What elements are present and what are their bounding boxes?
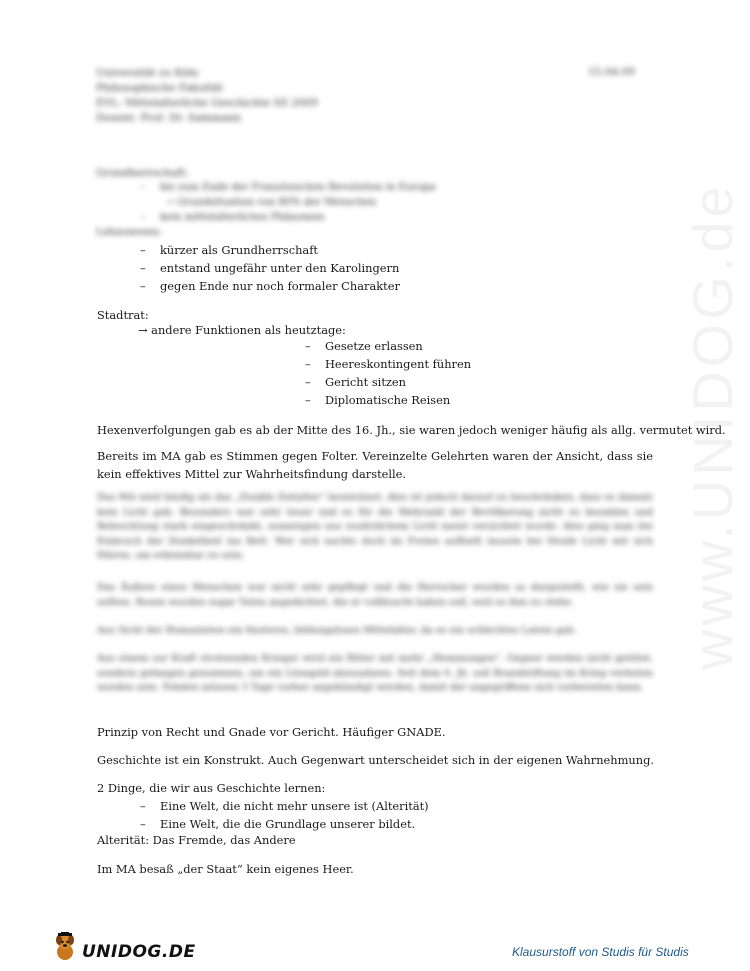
dinge-title: 2 Dinge, die wir aus Geschichte lernen: xyxy=(97,781,326,795)
paragraph-hexen: Hexenverfolgungen gab es ab der Mitte des 16. Jh., sie waren jedoch weniger häufig als allg. vermutet wird. xyxy=(97,423,726,437)
grundherrschaft-item: → Grundsituation von 80% der Menschen xyxy=(166,197,377,208)
stadtrat-item: – Gericht sitzen xyxy=(305,375,406,389)
header-line: Philosophische Fakultät xyxy=(96,82,224,94)
lehnswesen-item: – entstand ungefähr unter den Karolingern xyxy=(140,261,400,275)
alteritaet-definition: Alterität: Das Fremde, das Andere xyxy=(97,833,296,847)
header-line: Universität zu Köln xyxy=(96,67,199,79)
blurred-paragraph: Aus Sicht der Humanisten ein finsteres, bildungsloses Mittelalter, da es ein schlechtes Latein gab. xyxy=(97,625,577,636)
stadtrat-item: – Gesetze erlassen xyxy=(305,339,423,353)
blurred-paragraph: Aus einem zur Kraft strotzenden Krieger wird ein Ritter mit mehr „Hemmungen“. Gegner werden nicht getötet, sondern gefangen genommen, um ein Lösegeld abzusahnen. Seit dem 6. Jh. soll Brandstiftung im Krieg verboten worden sein. Fehden müssen 3 Tage vorher angekündigt werden, damit der angegriffene sich vorbereiten kann. xyxy=(97,653,653,693)
footer-tagline: Klausurstoff von Studis für Studis xyxy=(512,945,689,959)
grundherrschaft-item: – bis zum Ende der Französischen Revolution in Europa xyxy=(140,182,436,193)
stadtrat-intro: → andere Funktionen als heutztage: xyxy=(138,323,346,337)
dinge-item: – Eine Welt, die die Grundlage unserer bildet. xyxy=(140,817,416,831)
logo-text: UNIDOG.DE xyxy=(82,942,196,962)
stadtrat-item: – Diplomatische Reisen xyxy=(305,393,451,407)
lehnswesen-item: – gegen Ende nur noch formaler Charakter xyxy=(140,279,400,293)
blurred-paragraph: Das MA wird häufig als das „Dunkle Zeitalter“ bezeichnet, dies ist jedoch darauf zu beschränken, dass es damals kein Licht gab. Besonders war sehr teuer und es für die Mehrzahl der Bevölkerung nicht zu bezahlen und Beleuchtung stark eingeschränkt, sonnengen aus zusätzlichem Licht meist verzichtet wurde. Also ging man bei Einbruch der Dunkelheit ins Bett. Wer sich nachts doch im Freien aufhielt musste bei Strafe Licht mit sich führen, um erkennbar zu sein. xyxy=(97,492,653,561)
paragraph-folter: Bereits im MA gab es Stimmen gegen Folter. Vereinzelte Gelehrten waren der Ansicht, dass sie kein effektives Mittel zur Wahrheitsfindung darstelle. xyxy=(97,449,653,481)
blurred-paragraph: Das Äußere eines Menschen war nicht sehr gepflegt und die Herrscher wurden so dargestellt, wie sie sein sollten. Rosen wurden sogar Taten angedichtet, die er vollbracht haben soll, weil es ihm zu stehe. xyxy=(97,582,653,608)
lehnswesen-item: – kürzer als Grundherrschaft xyxy=(140,243,319,257)
header-line: Dozent: Prof. Dr. Sammann xyxy=(96,112,242,124)
paragraph-heer: Im MA besaß „der Staat“ kein eigenes Heer. xyxy=(97,862,354,876)
paragraph-prinzip: Prinzip von Recht und Gnade vor Gericht. Häufiger GNADE. xyxy=(97,725,446,739)
unidog-logo[interactable] xyxy=(52,930,196,962)
lehnswesen-title: Lehnswesen: xyxy=(96,227,162,238)
dinge-item: – Eine Welt, die nicht mehr unsere ist (Alterität) xyxy=(140,799,429,813)
paragraph-konstrukt: Geschichte ist ein Konstrukt. Auch Gegenwart unterscheidet sich in der eigenen Wahrnehmung. xyxy=(97,753,655,767)
stadtrat-title: Stadtrat: xyxy=(97,308,149,322)
stadtrat-item: – Heereskontingent führen xyxy=(305,357,472,371)
grundherrschaft-item: – kein mittelalterliches Phänomen xyxy=(140,212,325,223)
header-block xyxy=(96,66,318,126)
header-date: 15.04.09 xyxy=(588,66,635,78)
grundherrschaft-title: Grundherrschaft: xyxy=(96,167,189,179)
watermark: www.UNIDOG.de xyxy=(681,182,744,670)
dog-mascot-icon xyxy=(52,932,78,962)
header-line: EVL: Mittelalterliche Geschichte SS 2009 xyxy=(96,97,318,109)
